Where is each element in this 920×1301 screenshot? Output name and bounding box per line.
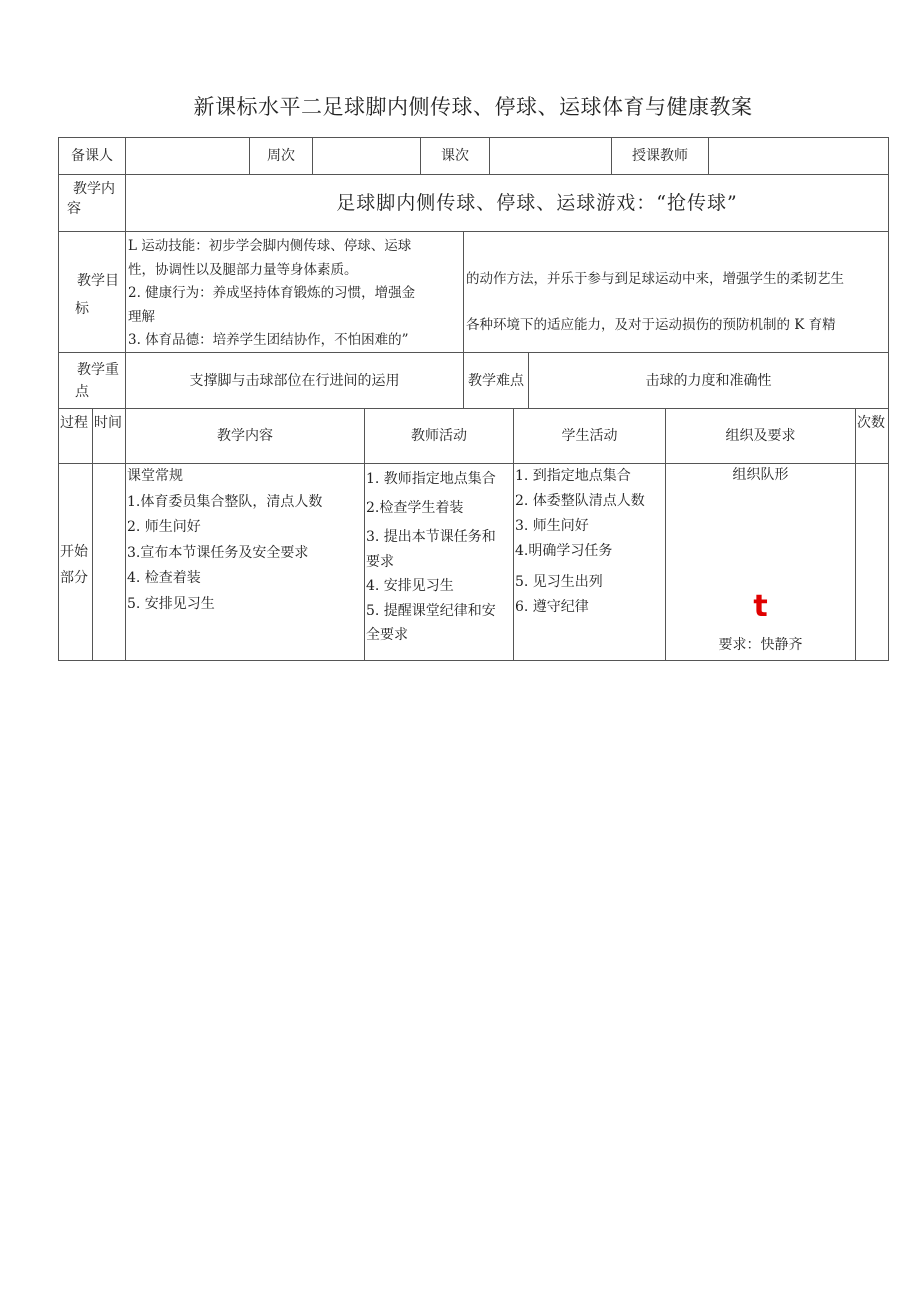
- teacher-label: 授课教师: [611, 137, 709, 175]
- preparer-value: [125, 137, 250, 175]
- objective-line: 2. 健康行为：养成坚持体育锻炼的习惯，增强金: [128, 285, 416, 301]
- content-item: 1.体育委员集合整队，清点人数: [127, 493, 323, 510]
- content-label: [58, 174, 126, 232]
- objective-line: 的动作方法，并乐于参与到足球运动中来，增强学生的柔韧艺生: [466, 271, 844, 287]
- document-title: 新课标水平二足球脚内侧传球、停球、运球体育与健康教案: [193, 95, 753, 119]
- header-process: 过程: [58, 408, 93, 464]
- process-line1: 开始: [60, 544, 88, 560]
- objectives-label-line1: 教学目: [77, 273, 119, 289]
- difficulty-label: 教学难点: [463, 352, 529, 409]
- key-point-label-line2: 点: [75, 384, 89, 400]
- student-activity-item: 6. 遵守纪律: [515, 599, 589, 615]
- time-value: [92, 463, 126, 661]
- header-organization: 组织及要求: [665, 408, 856, 464]
- formation-marker-icon: t: [753, 589, 768, 624]
- organization-heading: 组织队形: [732, 467, 789, 483]
- student-activity-item: 1. 到指定地点集合: [515, 468, 631, 484]
- key-point-label: [58, 352, 126, 409]
- process-start: [58, 463, 93, 661]
- content-item: 课堂常规: [127, 468, 183, 484]
- objective-line: 3. 体育品德：培养学生团结协作，不怕困难的”: [128, 332, 409, 348]
- teacher-activity-item: 2.检查学生着装: [366, 499, 464, 516]
- content-list: [125, 463, 365, 661]
- teacher-activity-item: 3. 提出本节课任务和: [366, 529, 496, 545]
- teacher-activity-item: 全要求: [366, 627, 408, 643]
- teacher-activity-item: 4. 安排见习生: [366, 578, 454, 594]
- key-point-label-line1: 教学重: [77, 362, 119, 378]
- organization-requirement: 要求：快静齐: [718, 637, 803, 653]
- content-label-line1: 教学内: [73, 181, 115, 197]
- content-item: 3.宣布本节课任务及安全要求: [127, 544, 309, 561]
- week-value: [312, 137, 421, 175]
- teacher-activity-item: 5. 提醒课堂纪律和安: [366, 602, 496, 619]
- objective-line: 各种环境下的适应能力，及对于运动损伤的预防机制的 K 育精: [466, 317, 836, 333]
- student-activity-item: 5. 见习生出列: [515, 574, 603, 590]
- objective-line: L 运动技能：初步学会脚内侧传球、停球、运球: [128, 238, 412, 254]
- objectives-label: [58, 231, 126, 353]
- header-student: 学生活动: [513, 408, 666, 464]
- objectives-left: [125, 231, 464, 353]
- objective-line: 性，协调性以及腿部力量等身体素质。: [128, 261, 358, 278]
- objectives-right: [463, 231, 889, 353]
- objective-line: 理解: [128, 308, 155, 325]
- lesson-label: 课次: [420, 137, 490, 175]
- student-activity-item: 3. 师生问好: [515, 518, 589, 534]
- header-teacher: 教师活动: [364, 408, 514, 464]
- lesson-value: [489, 137, 612, 175]
- content-item: 5. 安排见习生: [127, 595, 215, 612]
- student-activity-item: 4.明确学习任务: [515, 543, 613, 559]
- content-label-line2: 容: [67, 201, 81, 217]
- student-activity-item: 2. 体委整队清点人数: [515, 493, 645, 509]
- header-time: 时间: [92, 408, 126, 464]
- preparer-label: 备课人: [58, 137, 126, 175]
- teacher-activity-item: 要求: [366, 553, 394, 570]
- teacher-activity-item: 1. 教师指定地点集合: [366, 471, 496, 487]
- student-activity-list: [513, 463, 666, 661]
- process-line2: 部分: [60, 570, 88, 586]
- difficulty-value: 击球的力度和准确性: [528, 352, 889, 409]
- content-item: 4. 检查着装: [127, 570, 201, 586]
- key-point-value: 支撑脚与击球部位在行进间的运用: [125, 352, 464, 409]
- content-value: 足球脚内侧传球、停球、运球游戏：“抢传球”: [125, 174, 889, 232]
- teacher-activity-list: [364, 463, 514, 661]
- count-value: [855, 463, 889, 661]
- week-label: 周次: [249, 137, 313, 175]
- header-content: 教学内容: [125, 408, 365, 464]
- teacher-value: [708, 137, 889, 175]
- content-item: 2. 师生问好: [127, 519, 201, 535]
- organization-cell: [665, 463, 856, 661]
- objectives-label-line2: 标: [75, 301, 89, 317]
- header-count: 次数: [855, 408, 889, 464]
